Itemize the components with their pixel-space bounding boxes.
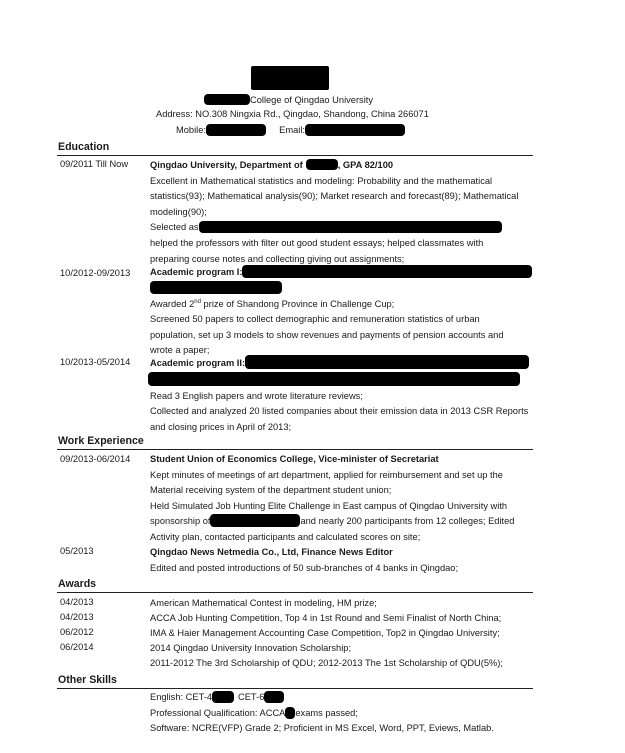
award-text: 2014 Qingdao University Innovation Scholarship; [150, 643, 352, 653]
redacted-block [285, 707, 295, 719]
work-date-2: 05/2013 [60, 546, 94, 556]
redacted-block [206, 124, 266, 136]
work-date-1: 09/2013-06/2014 [60, 454, 131, 464]
redacted-block [305, 124, 405, 136]
skills-list [150, 690, 494, 737]
education-date-1: 09/2011 Till Now [60, 159, 129, 169]
section-divider [57, 592, 533, 593]
award-text: ACCA Job Hunting Competition, Top 4 in 1st Round and Semi Finalist of North China; [150, 613, 502, 623]
skill-software: Software: NCRE(VFP) Grade 2; Proficient in MS Excel, Word, PPT, Eviews, Matlab. [150, 723, 494, 734]
skill-english: English: CET-4 CET-6 [150, 690, 494, 706]
work-entry-2: Qingdao News Netmedia Co., Ltd, Finance News Editor Edited and posted introductions of 50 sub-branches of 4 banks in Qingdao; [150, 547, 459, 573]
redacted-block [264, 691, 284, 703]
award-date: 06/2014 [60, 642, 94, 652]
redacted-block [199, 221, 502, 233]
redacted-block [204, 94, 250, 105]
section-title-skills: Other Skills [58, 674, 117, 686]
redacted-block [245, 355, 529, 369]
education-entry-2: Academic program I: Awarded 2nd prize of Shandong Province in Challenge Cup; Screened 50 papers to collect demographic and remuneration statistics of urban population, set up 3 models to show revenues and payments of pension accounts and wrote a paper; [150, 265, 532, 359]
skill-qualification: Professional Qualification: ACCA exams passed; [150, 707, 358, 718]
education-date-2: 10/2012-09/2013 [60, 268, 131, 278]
header-college-line [204, 94, 373, 105]
education-date-3: 10/2013-05/2014 [60, 357, 131, 367]
redacted-block [150, 281, 282, 294]
email-label: Email: [279, 125, 306, 135]
section-divider [57, 155, 533, 156]
mobile-label: Mobile: [176, 125, 206, 135]
award-text: American Mathematical Contest in modeling, HM prize; [150, 598, 377, 608]
section-title-work: Work Experience [58, 435, 144, 447]
education-heading-1: Qingdao University, Department of , GPA 82/100 [150, 160, 394, 170]
redacted-block [306, 159, 338, 170]
college-text: College of Qingdao University [250, 95, 373, 105]
award-date: 06/2012 [60, 627, 94, 637]
award-date: 04/2013 [60, 612, 94, 622]
section-title-awards: Awards [58, 578, 97, 590]
education-entry-3: Academic program II: Read 3 English papers and wrote literature reviews; Collected and analyzed 20 listed companies about their emission data in 2013 CSR Reports and closing prices in April of 2013; [150, 355, 529, 435]
header-contact-line [176, 124, 405, 136]
section-divider [57, 449, 533, 450]
header-address: Address: NO.308 Ningxia Rd., Qingdao, Shandong, China 266071 [156, 109, 429, 119]
work-entry-1: Student Union of Economics College, Vice-minister of Secretariat Kept minutes of meetings of art department, applied for reimbursement and set up the Material receiving system of the department student union; Held Simulated Job Hunting Elite Challenge in East campus of Qingdao University with sponsorship of and nearly 200 participants from 12 colleges; Edited Activity plan, contacted participants and calculated scores on site; [150, 454, 515, 542]
redacted-name [251, 66, 329, 90]
section-title-education: Education [58, 141, 110, 153]
education-entry-1: Qingdao University, Department of , GPA 82/100 Excellent in Mathematical statistics and modeling: Probability and the mathematical statistics(93); Mathematical analysis(90); Market research and forecast(89); Mathematical modeling(90); Selected as helped the professors with filter out good student essays; helped classmates with preparing course notes and collecting giving out assignments; [150, 160, 519, 264]
redacted-block [210, 514, 300, 527]
section-divider [57, 688, 533, 689]
redacted-block [242, 265, 532, 278]
award-text: IMA & Haier Management Accounting Case Competition, Top2 in Qingdao University; [150, 628, 500, 638]
redacted-block [148, 372, 520, 386]
award-date: 04/2013 [60, 597, 94, 607]
award-text: 2011-2012 The 3rd Scholarship of QDU; 2012-2013 The 1st Scholarship of QDU(5%); [150, 658, 503, 668]
redacted-block [212, 691, 234, 703]
